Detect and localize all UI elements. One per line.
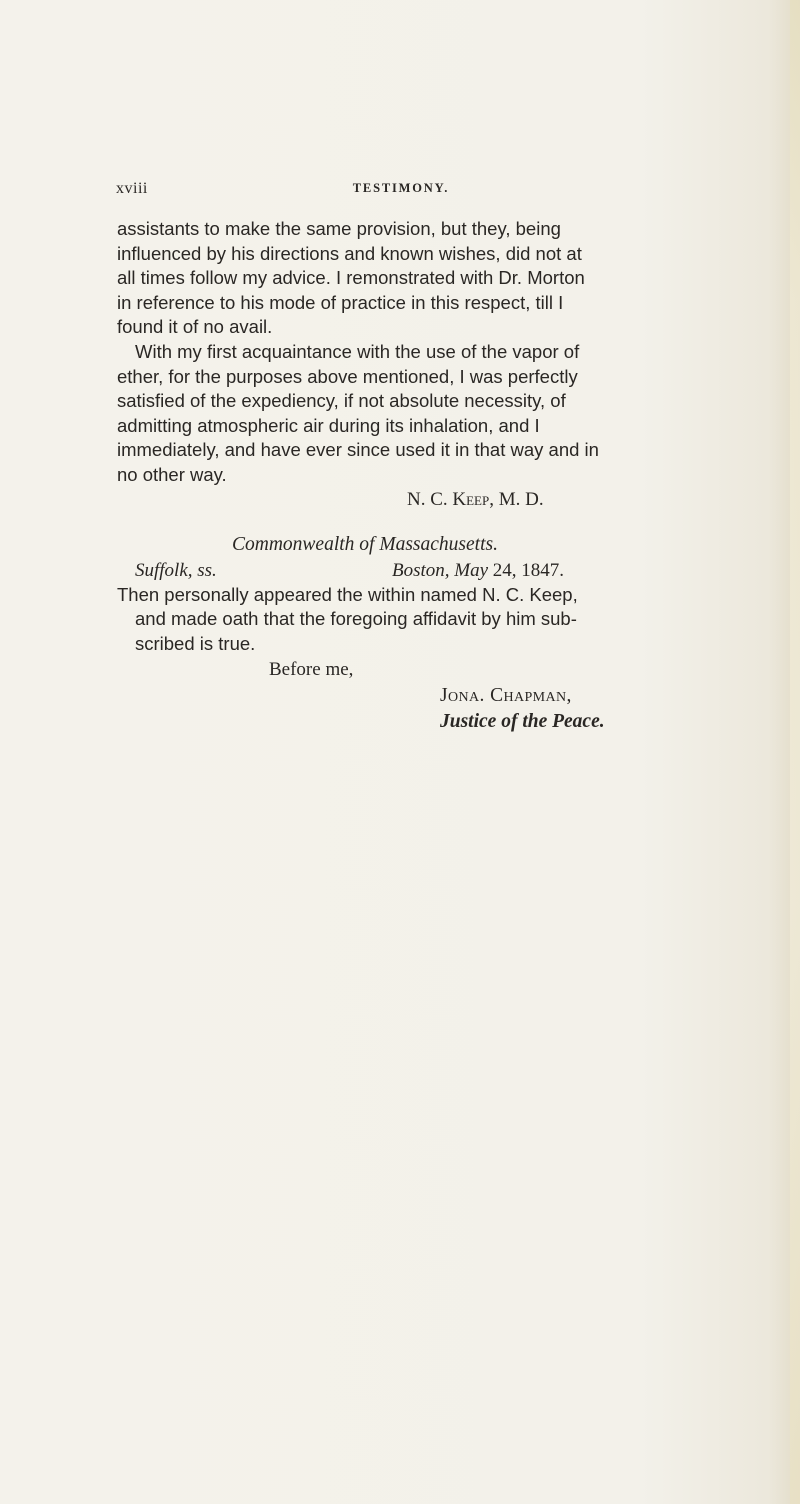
text-line: influenced by his directions and known wishes, did not at	[117, 242, 582, 264]
paragraph-continued	[117, 217, 685, 340]
section-gap	[117, 512, 685, 533]
page-body	[117, 217, 685, 735]
affidavit-venue-line	[117, 558, 685, 583]
paragraph-ether	[117, 340, 685, 488]
page-number: xviii	[116, 180, 148, 197]
running-head: TESTIMONY.	[352, 181, 450, 195]
signature-keep: N. C. Keep, M. D.	[407, 488, 544, 510]
page-header	[116, 180, 686, 198]
text-line: immediately, and have ever since used it in that way and in	[117, 439, 599, 461]
affidavit-county: Suffolk, ss.	[135, 559, 217, 581]
text-line: in reference to his mode of practice in this respect, till I	[117, 291, 564, 313]
before-me: Before me,	[269, 658, 354, 680]
text-line: satisfied of the expediency, if not absolute necessity, of	[117, 390, 566, 412]
text-line: all times follow my advice. I remonstrated with Dr. Morton	[117, 267, 585, 289]
text-line: and made oath that the foregoing affidavit by him sub-	[135, 608, 577, 630]
text-line: no other way.	[117, 463, 227, 485]
justice-title: Justice of the Peace.	[440, 710, 605, 732]
page-edge-discoloration	[790, 0, 800, 1504]
affidavit-paragraph	[117, 583, 685, 657]
text-line: assistants to make the same provision, but they, being	[117, 218, 561, 239]
text-line: admitting atmospheric air during its inhalation, and I	[117, 414, 540, 436]
affidavit-jurisdiction: Commonwealth of Massachusetts.	[232, 534, 498, 556]
text-line: scribed is true.	[135, 632, 256, 654]
text-line: found it of no avail.	[117, 316, 273, 338]
affidavit-place-date: Boston, May 24, 1847.	[392, 559, 565, 581]
text-line: Then personally appeared the within named N. C. Keep,	[117, 583, 578, 605]
text-line: With my first acquaintance with the use of the vapor of	[135, 340, 580, 362]
justice-name: Jona. Chapman,	[440, 684, 572, 706]
text-line: ether, for the purposes above mentioned, I was perfectly	[117, 365, 578, 387]
